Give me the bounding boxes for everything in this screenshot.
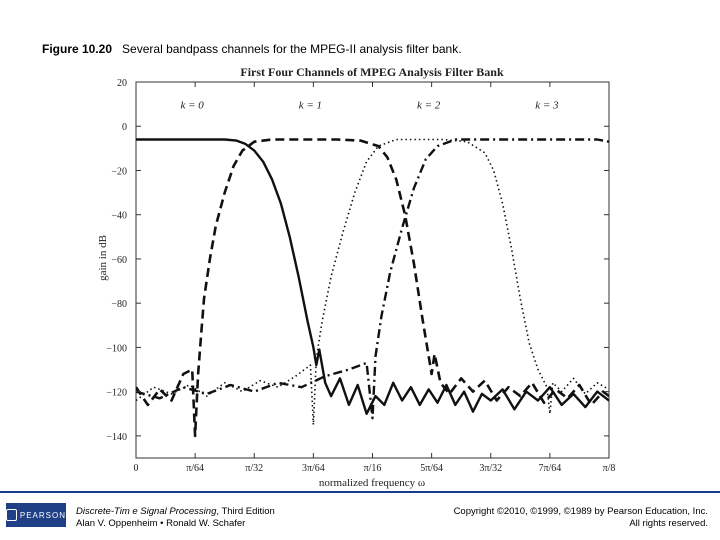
book-authors: Alan V. Oppenheim • Ronald W. Schafer xyxy=(76,518,246,529)
series-line-dashdot xyxy=(136,140,609,419)
footer-book-info xyxy=(76,506,275,530)
figure-label: Figure 10.20 xyxy=(42,42,113,56)
book-title: Discrete-Tim e Signal Processing xyxy=(76,506,217,517)
channel-annotation: k = 2 xyxy=(417,99,441,112)
footer-divider xyxy=(0,491,720,493)
x-tick-label: π/8 xyxy=(602,463,616,474)
x-tick-label: 0 xyxy=(133,463,139,474)
annotation-layer xyxy=(181,100,560,112)
x-tick-label: π/32 xyxy=(245,463,264,474)
y-tick-label: −20 xyxy=(111,166,127,178)
series-line-dashed xyxy=(136,140,609,436)
pearson-logo xyxy=(6,503,66,527)
channel-annotation: k = 0 xyxy=(180,99,204,112)
channel-annotation: k = 1 xyxy=(298,99,323,112)
figure-caption-text: Several bandpass channels for the MPEG-II analysis filter bank. xyxy=(122,42,462,56)
y-tick-label: −100 xyxy=(106,343,127,355)
logo-text: PEARSON xyxy=(19,510,66,520)
x-tick-label: 3π/64 xyxy=(301,463,325,474)
y-tick-label: −120 xyxy=(106,387,127,399)
copyright-text: Copyright ©2010, ©1999, ©1989 by Pearson Education, Inc. xyxy=(453,506,708,517)
x-axis-label: normalized frequency ω xyxy=(318,477,426,489)
x-tick-label: π/64 xyxy=(186,463,205,474)
y-tick-label: 20 xyxy=(117,78,127,89)
series-layer xyxy=(136,140,609,436)
rights-text: All rights reserved. xyxy=(629,518,708,529)
y-tick-label: −140 xyxy=(106,431,127,443)
footer-copyright xyxy=(454,506,708,530)
x-tick-label: 7π/64 xyxy=(538,463,562,474)
y-tick-label: −40 xyxy=(111,210,127,222)
x-tick-label: 5π/64 xyxy=(420,463,444,474)
x-tick-label: π/16 xyxy=(363,463,382,474)
chart-title: First Four Channels of MPEG Analysis Filter Bank xyxy=(240,65,504,79)
y-tick-label: 0 xyxy=(122,122,127,134)
y-tick-label: −60 xyxy=(111,254,127,266)
y-tick-label: −80 xyxy=(111,299,127,311)
tick-layer xyxy=(106,78,615,474)
x-tick-label: 3π/32 xyxy=(479,463,503,474)
book-edition: , Third Edition xyxy=(216,506,275,517)
y-axis-label: gain in dB xyxy=(97,235,109,281)
channel-annotation: k = 3 xyxy=(535,99,559,112)
